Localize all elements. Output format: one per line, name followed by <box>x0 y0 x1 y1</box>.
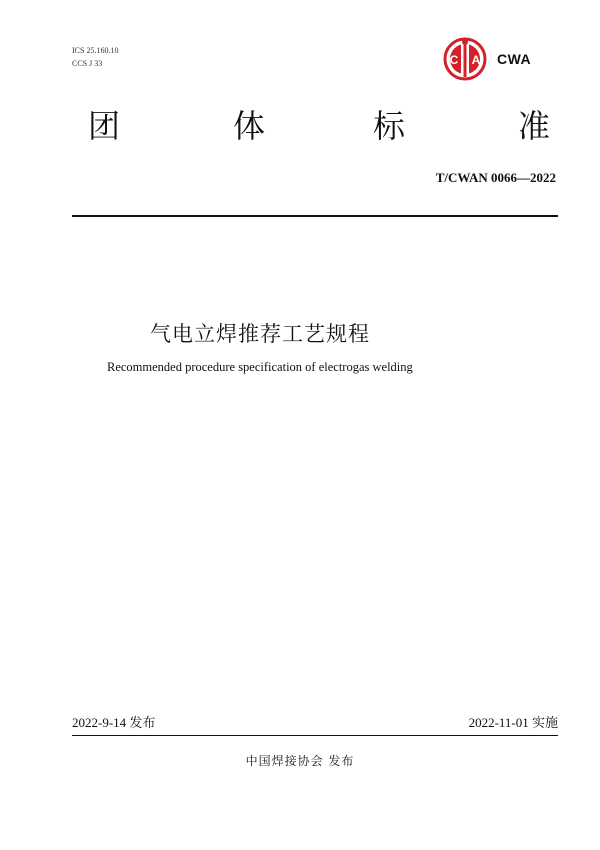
cwa-logo-icon <box>440 37 490 81</box>
title-char-1: 团 <box>88 107 121 145</box>
document-title-cn: 气电立焊推荐工艺规程 <box>150 322 370 346</box>
title-char-2: 体 <box>233 107 266 145</box>
title-char-4: 准 <box>518 107 551 145</box>
publisher: 中国焊接协会 发布 <box>245 754 355 768</box>
effective-date: 2022-11-01 实施 <box>468 715 558 730</box>
ccs-code: CCS J 33 <box>72 59 103 68</box>
top-divider <box>72 215 558 217</box>
ics-code: ICS 25.160.10 <box>72 46 119 55</box>
standard-number: T/CWAN 0066—2022 <box>435 170 556 185</box>
logo-letter-a: A <box>471 53 481 67</box>
bottom-divider <box>72 735 558 736</box>
classification-codes <box>72 44 118 70</box>
logo-letter-c: C <box>449 53 459 67</box>
release-date: 2022-9-14 发布 <box>72 715 156 730</box>
standard-category-title <box>88 104 558 148</box>
title-char-3: 标 <box>373 107 406 145</box>
document-title-en: Recommended procedure specification of electrogas welding <box>107 360 413 374</box>
logo-text: CWA <box>497 51 532 67</box>
